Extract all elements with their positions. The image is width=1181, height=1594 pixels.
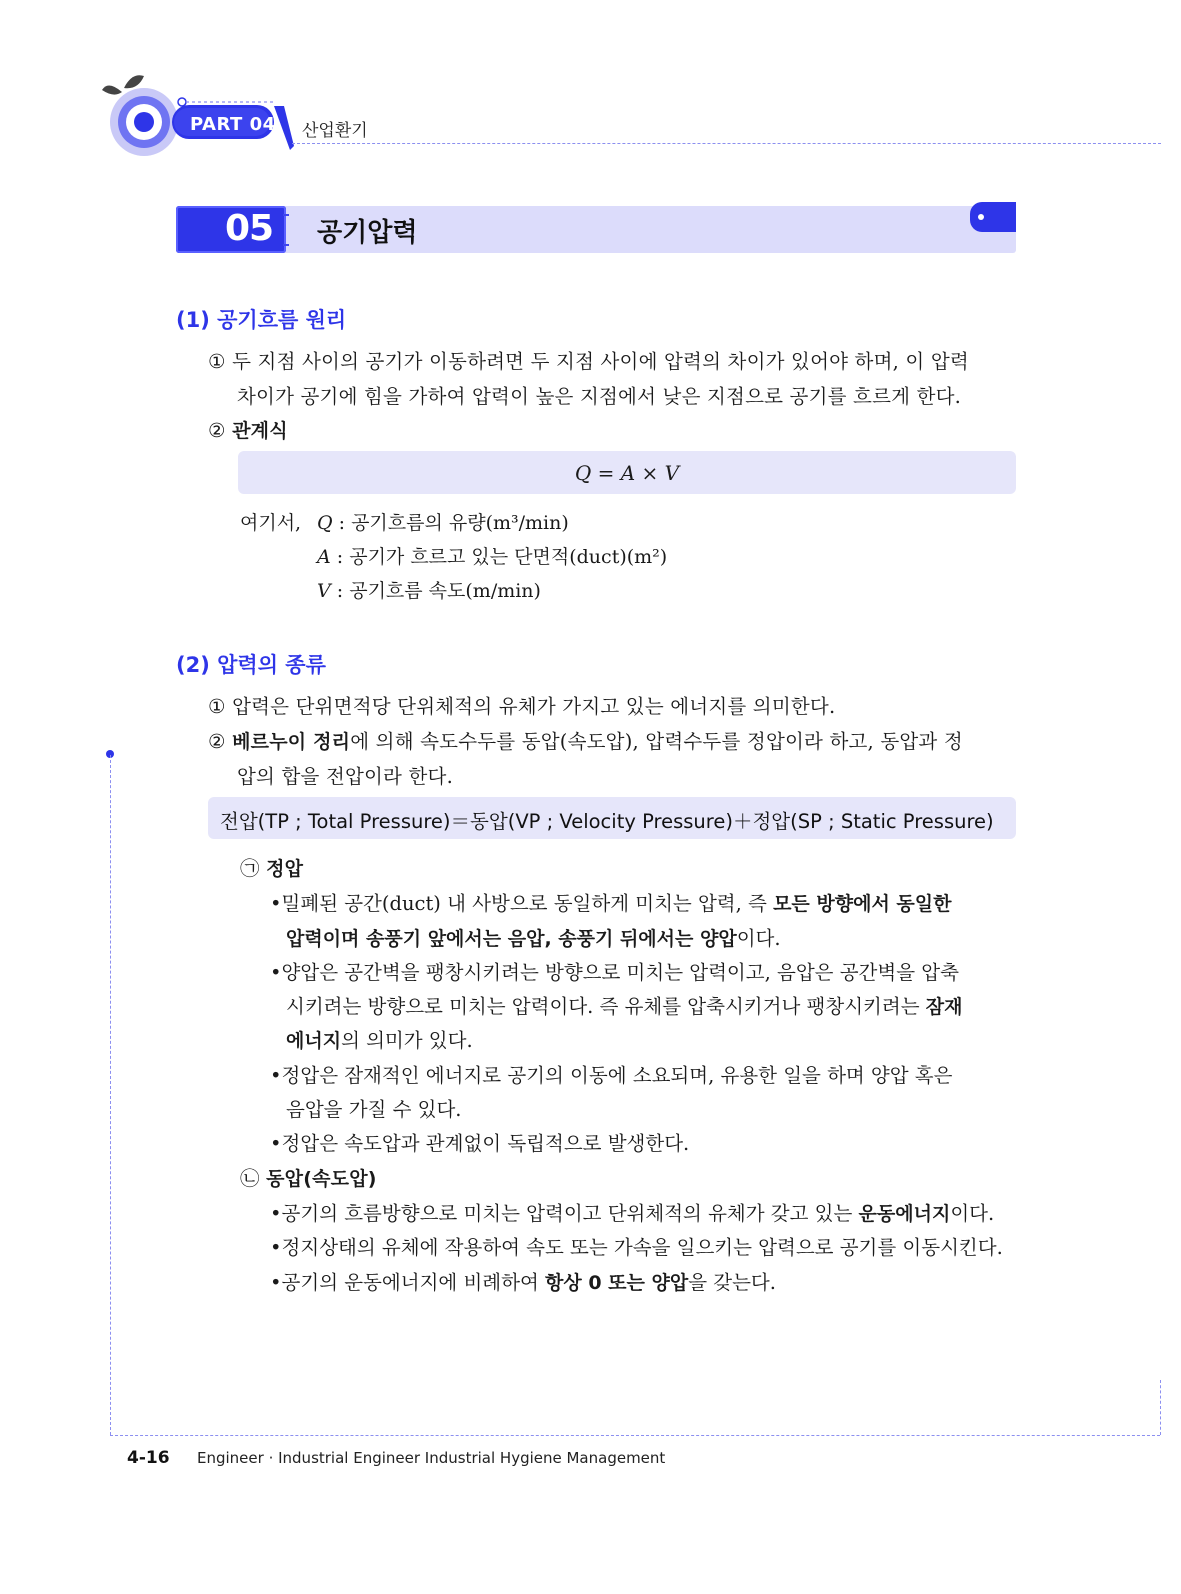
static-heading	[240, 853, 303, 881]
chapter-tab	[970, 202, 1016, 232]
static-b2-bold1: 잠재	[925, 996, 963, 1018]
def-v-text: : 공기흐름 속도(m/min)	[336, 580, 541, 602]
static-b3-l1	[270, 1060, 952, 1088]
static-title: 정압	[266, 858, 304, 880]
s2-item2-line2: 압의 합을 전압이라 한다.	[237, 765, 453, 788]
static-b1-l2	[286, 923, 781, 951]
part-title: 산업환기	[302, 121, 368, 141]
dynamic-heading	[240, 1163, 377, 1191]
s2-item1	[208, 691, 835, 719]
bullet-dot: •	[270, 892, 282, 915]
static-b2-l2	[286, 991, 962, 1019]
static-b1-l1	[270, 888, 951, 916]
dynamic-b3-a: 공기의 운동에너지에 비례하여	[281, 1271, 545, 1294]
static-b1-bold2: 압력이며 송풍기 앞에서는 음압, 송풍기 뒤에서는 양압	[286, 928, 737, 950]
section-heading-2: (2) 압력의 종류	[176, 653, 326, 677]
static-b4	[270, 1128, 689, 1156]
s1-item1-line2: 차이가 공기에 힘을 가하여 압력이 높은 지점에서 낮은 지점으로 공기를 흐르게 한다.	[237, 385, 962, 408]
dynamic-b3-bold: 항상 0 또는 양압	[545, 1272, 689, 1294]
dynamic-b3	[270, 1267, 776, 1295]
static-b1-a: 밀폐된 공간(duct) 내 사방으로 동일하게 미치는 압력, 즉	[281, 892, 774, 915]
def-v	[317, 576, 541, 603]
static-marker: ㉠	[240, 857, 260, 880]
formula-box	[238, 451, 1016, 494]
s2-item1-text: 압력은 단위면적당 단위체적의 유체가 가지고 있는 에너지를 의미한다.	[232, 695, 836, 718]
static-b2-text1: 양압은 공간벽을 팽창시키려는 방향으로 미치는 압력이고, 음압은 공간벽을 압축	[281, 961, 959, 984]
dynamic-b1-a: 공기의 흐름방향으로 미치는 압력이고 단위체적의 유체가 갖고 있는	[281, 1202, 859, 1225]
header-divider	[292, 143, 1161, 144]
def-q-text: : 공기흐름의 유량(m³/min)	[338, 512, 569, 534]
static-b1-bold1: 모든 방향에서 동일한	[773, 893, 952, 915]
s1-item2	[208, 416, 288, 443]
dynamic-b2	[270, 1232, 1003, 1260]
chapter-tab-dot	[978, 214, 984, 220]
def-q-var: Q	[317, 512, 333, 534]
s2-item2-rest: 에 의해 속도수두를 동압(속도압), 압력수두를 정압이라 하고, 동압과 정	[350, 730, 963, 753]
def-a-text: : 공기가 흐르고 있는 단면적(duct)(m²)	[336, 546, 668, 568]
total-pressure-box	[208, 797, 1016, 839]
s1-item1-marker: ①	[208, 350, 226, 373]
s2-item1-marker: ①	[208, 695, 226, 718]
bullet-dot: •	[270, 1202, 282, 1225]
dynamic-b3-rest: 을 갖는다.	[688, 1271, 776, 1294]
s1-item1-text1: 두 지점 사이의 공기가 이동하려면 두 지점 사이에 압력의 차이가 있어야 하며, 이 압력	[232, 350, 969, 373]
left-margin-line	[110, 755, 111, 1435]
s1-item2-label: 관계식	[232, 420, 288, 442]
static-b1-rest: 이다.	[736, 927, 781, 950]
bullet-dot: •	[270, 1132, 282, 1155]
chapter-bar	[176, 206, 1016, 253]
s2-item2-line1	[208, 726, 963, 754]
def-a-var: A	[317, 546, 331, 568]
dynamic-b1-bold: 운동에너지	[858, 1203, 951, 1225]
bullet-dot: •	[270, 961, 282, 984]
dynamic-b1-rest: 이다.	[950, 1202, 995, 1225]
total-pressure-formula: 전압(TP ; Total Pressure)＝동압(VP ; Velocity Pressure)＋정압(SP ; Static Pressure)	[220, 810, 994, 833]
def-q	[317, 508, 569, 535]
dynamic-b1	[270, 1198, 994, 1226]
footer-text: Engineer · Industrial Engineer Industrial Hygiene Management	[197, 1449, 666, 1467]
chapter-title: 공기압력	[317, 218, 418, 248]
static-b2-l3	[286, 1025, 473, 1053]
bottom-margin-line	[110, 1435, 1160, 1436]
s2-item2-bold: 베르누이 정리	[232, 731, 351, 753]
def-a	[317, 542, 667, 569]
part-label: PART 04	[190, 114, 276, 135]
right-margin-line	[1160, 1380, 1161, 1435]
bullet-dot: •	[270, 1271, 282, 1294]
dynamic-title: 동압(속도압)	[266, 1168, 377, 1190]
static-b2-text2: 시키려는 방향으로 미치는 압력이다. 즉 유체를 압축시키거나 팽창시키려는	[286, 995, 926, 1018]
page-number: 4-16	[127, 1448, 170, 1468]
s2-item2-marker: ②	[208, 730, 226, 753]
def-v-var: V	[317, 580, 331, 602]
section-heading-1: (1) 공기흐름 원리	[176, 308, 347, 332]
static-b4-text: 정압은 속도압과 관계없이 독립적으로 발생한다.	[281, 1132, 690, 1155]
dynamic-b2-text: 정지상태의 유체에 작용하여 속도 또는 가속을 일으키는 압력으로 공기를 이동시킨다.	[281, 1236, 1003, 1259]
formula: Q = A × V	[574, 461, 680, 485]
bullet-dot: •	[270, 1064, 282, 1087]
s1-item1-line1	[208, 346, 969, 374]
dynamic-marker: ㉡	[240, 1167, 260, 1190]
where-label: 여기서,	[240, 512, 302, 534]
chapter-bracket	[283, 214, 289, 246]
static-b2-l1	[270, 957, 959, 985]
static-b2-rest: 의 의미가 있다.	[341, 1029, 473, 1052]
bullet-dot: •	[270, 1236, 282, 1259]
static-b3-l2: 음압을 가질 수 있다.	[286, 1098, 462, 1121]
s1-item2-marker: ②	[208, 419, 226, 442]
static-b2-bold2: 에너지	[286, 1030, 342, 1052]
chapter-number: 05	[225, 208, 274, 249]
static-b3-text1: 정압은 잠재적인 에너지로 공기의 이동에 소요되며, 유용한 일을 하며 양압 혹은	[281, 1064, 953, 1087]
